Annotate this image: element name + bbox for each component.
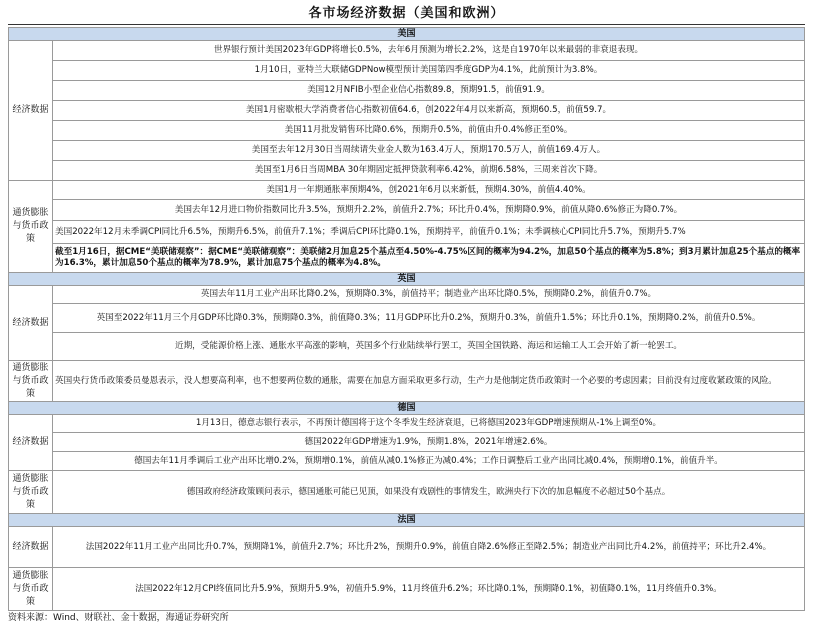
data-cell: 德国政府经济政策顾问表示，德国通胀可能已见顶，如果没有戏剧性的事情发生，欧洲央行下次的加息幅度不必超过50个基点。 <box>53 471 805 514</box>
data-cell: 法国2022年11月工业产出同比升0.7%，预期降1%，前值升2.7%；环比升2%，预期升0.9%，前值自降2.6%修正至降2.5%；制造业产出同比升4.2%，前值持平；环比升2.4%。 <box>53 527 805 568</box>
category-de-inflation: 通货膨胀与货币政策 <box>9 471 53 514</box>
section-header-us <box>9 28 805 41</box>
category-fr-economy: 经济数据 <box>9 527 53 568</box>
data-cell: 美国至1月6日当周MBA 30年期固定抵押贷款利率6.42%，前期6.58%，三周来首次下降。 <box>53 161 805 181</box>
data-cell: 美国11月批发销售环比降0.6%，预期升0.5%，前值由升0.4%修正至0%。 <box>53 121 805 141</box>
data-cell: 德国去年11月季调后工业产出环比增0.2%，预期增0.1%，前值从减0.1%修正为减0.4%；工作日调整后工业产出同比减0.4%，预期增0.1%，前值升半。 <box>53 452 805 471</box>
data-cell: 英国去年11月工业产出环比降0.2%，预期降0.3%，前值持平；制造业产出环比降0.5%，预期降0.2%，前值升0.7%。 <box>53 286 805 304</box>
table-row <box>9 141 805 161</box>
table-row <box>9 568 805 611</box>
category-us-inflation: 通货膨胀与货币政策 <box>9 181 53 273</box>
country-label-us: 美国 <box>9 28 805 41</box>
table-row <box>9 333 805 361</box>
data-cell-cme-watch: 截至1月16日，据CME“美联储观察”：据CME“美联储观察”：美联储2月加息25个基点至4.50%-4.75%区间的概率为94.2%，加息50个基点的概率为5.8%；到3月累计加息25个基点的概率为16.3%，累计加息50个基点的概率为78.9%，累计加息75个基点的概率为4.8%。 <box>53 244 805 273</box>
data-cell: 美国1月一年期通胀率预期4%，创2021年6月以来新低，预期4.30%，前值4.40%。 <box>53 181 805 200</box>
section-header-uk <box>9 273 805 286</box>
table-row <box>9 415 805 433</box>
section-header-fr <box>9 514 805 527</box>
data-cell: 近期，受能源价格上涨、通胀水平高涨的影响，英国多个行业陆续举行罢工，英国全国铁路、海运和运输工人工会开始了新一轮罢工。 <box>53 333 805 361</box>
category-uk-economy: 经济数据 <box>9 286 53 361</box>
table-row <box>9 161 805 181</box>
table-row <box>9 101 805 121</box>
data-cell: 美国至去年12月30日当周续请失业金人数为163.4万人，预期170.5万人，前值169.4万人。 <box>53 141 805 161</box>
table-row <box>9 471 805 514</box>
category-us-economy: 经济数据 <box>9 41 53 181</box>
data-cell: 德国2022年GDP增速为1.9%，预期1.8%，2021年增速2.6%。 <box>53 433 805 452</box>
category-uk-inflation: 通货膨胀与货币政策 <box>9 361 53 402</box>
title-divider <box>8 24 805 25</box>
data-cell: 1月13日，德意志银行表示，不再预计德国将于这个冬季发生经济衰退，已将德国2023年GDP增速预期从-1%上调至0%。 <box>53 415 805 433</box>
country-label-uk: 英国 <box>9 273 805 286</box>
table-row <box>9 221 805 244</box>
table-row <box>9 361 805 402</box>
data-cell: 美国2022年12月未季调CPI同比升6.5%，预期升6.5%，前值升7.1%；季调后CPI环比降0.1%，预期持平，前值升0.1%；未季调核心CPI同比升5.7%，预期升5.7% <box>53 221 805 244</box>
table-row <box>9 527 805 568</box>
data-cell: 英国央行货币政策委员曼恩表示，没人想要高利率，也不想要两位数的通胀，需要在加息方面采取更多行动，生产力是他制定货币政策时一个必要的考虑因素；目前没有过度收紧政策的风险。 <box>53 361 805 402</box>
economic-data-table <box>8 27 805 611</box>
category-fr-inflation: 通货膨胀与货币政策 <box>9 568 53 611</box>
table-row <box>9 433 805 452</box>
table-row <box>9 61 805 81</box>
table-row <box>9 41 805 61</box>
table-row <box>9 244 805 273</box>
section-header-de <box>9 402 805 415</box>
table-row <box>9 452 805 471</box>
source-note: 资料来源：Wind、财联社、金十数据，海通证券研究所 <box>8 613 229 623</box>
page-title: 各市场经济数据（美国和欧洲） <box>308 6 505 21</box>
data-cell: 1月10日，亚特兰大联储GDPNow模型预计美国第四季度GDP为4.1%，此前预计为3.8%。 <box>53 61 805 81</box>
table-row <box>9 200 805 221</box>
data-cell: 美国去年12月进口物价指数同比升3.5%，预期升2.2%，前值升2.7%；环比升0.4%，预期降0.9%，前值从降0.6%修正为降0.7%。 <box>53 200 805 221</box>
table-row <box>9 304 805 333</box>
table-row <box>9 181 805 200</box>
data-cell: 美国12月NFIB小型企业信心指数89.8，预期91.5，前值91.9。 <box>53 81 805 101</box>
data-cell: 法国2022年12月CPI终值同比升5.9%，预期升5.9%，初值升5.9%，11月终值升6.2%；环比降0.1%，预期降0.1%，初值降0.1%，11月终值升0.3%。 <box>53 568 805 611</box>
table-row <box>9 81 805 101</box>
table-row <box>9 121 805 141</box>
data-cell: 美国1月密歇根大学消费者信心指数初值64.6，创2022年4月以来新高，预期60.5，前值59.7。 <box>53 101 805 121</box>
category-de-economy: 经济数据 <box>9 415 53 471</box>
table-row <box>9 286 805 304</box>
data-cell: 英国至2022年11月三个月GDP环比降0.3%，预期降0.3%，前值降0.3%；11月GDP环比升0.2%，预期升0.3%，前值升1.5%；环比升0.1%，预期降0.2%，前值升0.5%。 <box>53 304 805 333</box>
country-label-de: 德国 <box>9 402 805 415</box>
country-label-fr: 法国 <box>9 514 805 527</box>
data-cell: 世界银行预计美国2023年GDP将增长0.5%，去年6月预测为增长2.2%，这是自1970年以来最弱的非衰退表现。 <box>53 41 805 61</box>
